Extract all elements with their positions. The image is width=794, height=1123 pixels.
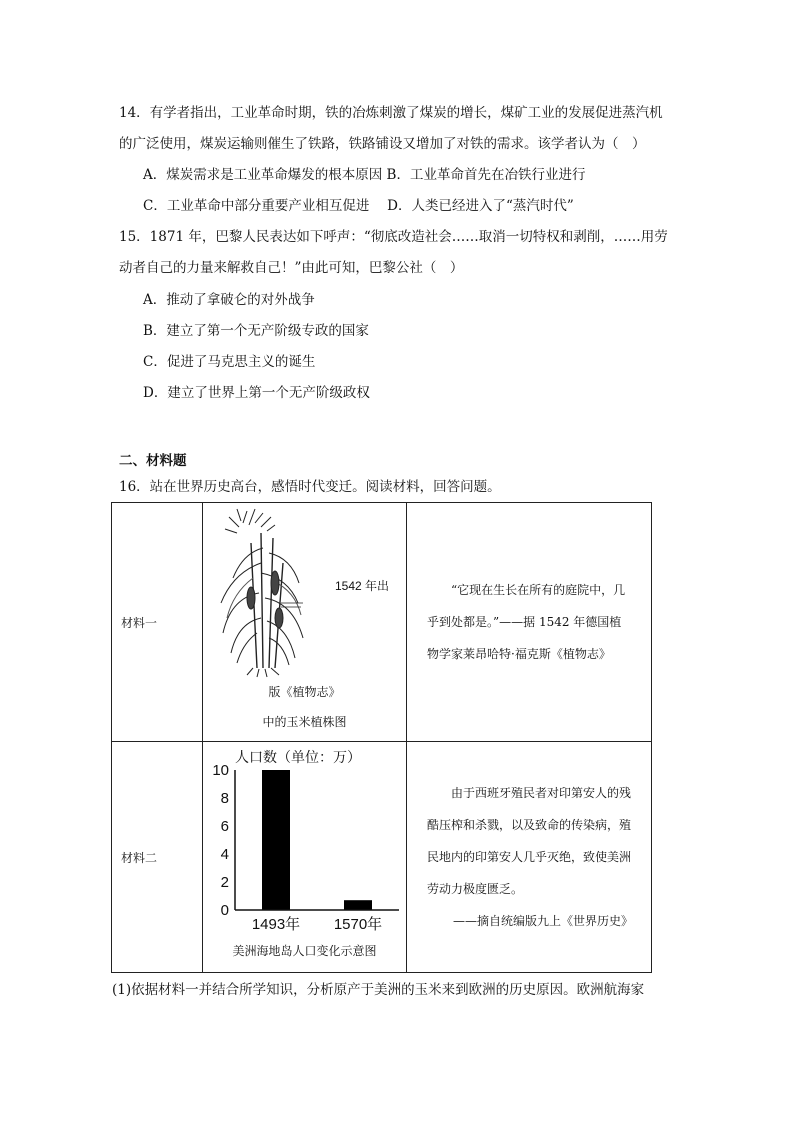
- q15-line2: 动者自己的力量来解救自己！”由此可知，巴黎公社（ ）: [119, 260, 464, 276]
- material2-text: 由于西班牙殖民者对印第安人的残酷压榨和杀戮，以及致命的传染病，殖民地内的印第安人几乎灭绝，致使美洲劳动力极度匮乏。: [427, 786, 632, 896]
- plant-caption-part2: 版《植物志》: [268, 685, 341, 699]
- bar-0: [262, 770, 290, 910]
- q15-option-d[interactable]: D．建立了世界上第一个无产阶级政权: [143, 385, 370, 401]
- q14-options-ab[interactable]: A．煤炭需求是工业革命爆发的根本原因 B．工业革命首先在冶铁行业进行: [143, 167, 586, 183]
- material2-text-cell: [407, 742, 652, 973]
- q15-option-a[interactable]: A．推动了拿破仑的对外战争: [143, 292, 315, 308]
- q14-line2: 的广泛使用，煤炭运输则催生了铁路，铁路铺设又增加了对铁的需求。该学者认为（ ）: [119, 136, 646, 152]
- x-tick-label-0: 1493年: [251, 916, 301, 933]
- q14-options-cd[interactable]: C．工业革命中部分重要产业相互促进 D．人类已经进入了“蒸汽时代”: [143, 198, 574, 214]
- y-tick-label: 2: [220, 874, 229, 891]
- q15-option-c[interactable]: C．促进了马克思主义的诞生: [143, 354, 316, 370]
- material2-label: 材料二: [112, 742, 203, 973]
- q16-subquestion-1: (1)依据材料一并结合所学知识，分析原产于美洲的玉米来到欧洲的历史原因。欧洲航海家: [112, 982, 645, 998]
- y-tick-label: 4: [220, 846, 229, 863]
- plant-caption-part1: 1542 年出: [335, 579, 390, 593]
- material1-text-cell: [407, 503, 652, 742]
- y-tick-label: 8: [220, 790, 229, 807]
- q16-stem: 16．站在世界历史高台，感悟时代变迁。阅读材料，回答问题。: [119, 479, 501, 495]
- bar-1: [344, 900, 372, 910]
- material2-row: [112, 742, 652, 973]
- chart-caption: 美洲海地岛人口变化示意图: [232, 944, 377, 958]
- population-bar-chart: [203, 742, 406, 937]
- material2-chart-cell: [203, 742, 407, 973]
- material2-source: ——摘自统编版九上《世界历史》: [452, 914, 633, 928]
- q15-option-b[interactable]: B．建立了第一个无产阶级专政的国家: [143, 323, 369, 339]
- materials-table: [111, 502, 652, 973]
- plant-caption-part3: 中的玉米植株图: [262, 715, 347, 729]
- chart-y-axis-label: 人口数（单位：万）: [235, 749, 361, 765]
- y-tick-label: 0: [220, 902, 229, 919]
- x-tick-label-1: 1570年: [333, 916, 383, 933]
- material1-figure-cell: [203, 503, 407, 742]
- y-tick-label: 6: [220, 818, 229, 835]
- material1-label: 材料一: [112, 503, 203, 742]
- material1-row: [112, 503, 652, 742]
- q15-line1: 15．1871 年，巴黎人民表达如下呼声：“彻底改造社会……取消一切特权和剥削，……用劳: [119, 229, 668, 245]
- q14-line1: 14．有学者指出，工业革命时期，铁的冶炼刺激了煤炭的增长，煤矿工业的发展促进蒸汽机: [119, 105, 663, 121]
- section-heading: 二、材料题: [119, 453, 187, 469]
- y-tick-label: 10: [212, 762, 229, 779]
- material1-quote: “它现在生长在所有的庭院中，几乎到处都是。”——据 1542 年德国植物学家莱昂哈特·福克斯《植物志》: [427, 583, 626, 661]
